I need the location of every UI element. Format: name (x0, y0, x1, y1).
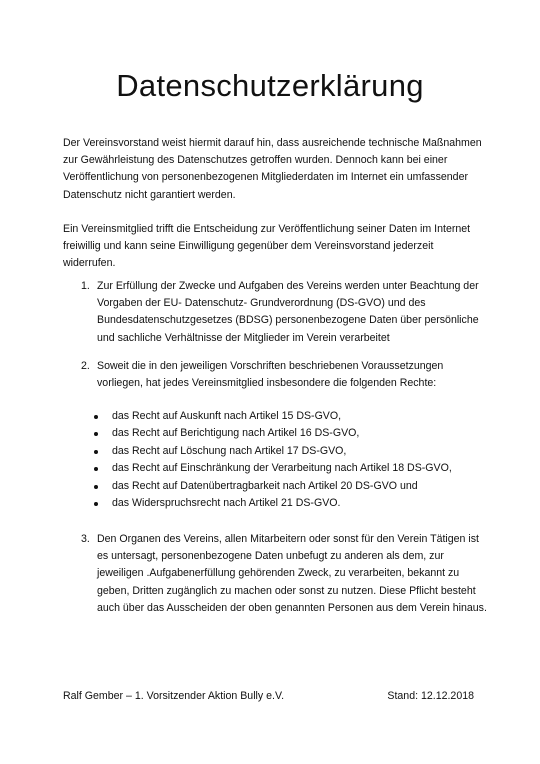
rights-list-item (94, 478, 484, 495)
page-title: Datenschutzerklärung (116, 68, 424, 103)
intro-paragraph-1: Der Vereinsvorstand weist hiermit darauf hin, dass ausreichende technische Maßnahmen zur Gewährleistung des Datenschutzes getroffen wurden. Dennoch kann bei einer Veröffentlichung von personenbezogenen Mitgliederdaten im Internet ein umfassender Datenschutz nicht garantiert werden. (63, 137, 482, 201)
footer-author: Ralf Gember – 1. Vorsitzender Aktion Bully e.V. (63, 690, 285, 702)
footer-date: Stand: 12.12.2018 (387, 690, 474, 702)
bullet-icon (94, 502, 98, 506)
bullet-icon (94, 432, 98, 436)
bullet-icon (94, 415, 98, 419)
bullet-icon (94, 485, 98, 489)
item-text: Den Organen des Vereins, allen Mitarbeitern oder sonst für den Verein Tätigen ist es untersagt, personenbezogene Daten unbefugt zu anderen als dem, zur jeweiligen .Aufgabenerfüllung gehörenden Zweck, zu verarbeiten, bekannt zu geben, Dritten zugänglich zu machen oder sonst zu nutzen. Diese Pflicht besteht auch über das Ausscheiden der oben genannten Personen aus dem Verein hinaus. (97, 533, 487, 614)
right-text: das Recht auf Löschung nach Artikel 17 DS-GVO, (112, 444, 347, 457)
right-text: das Recht auf Einschränkung der Verarbeitung nach Artikel 18 DS-GVO, (112, 462, 452, 475)
item-number: 2. (81, 360, 90, 372)
right-text: das Recht auf Datenübertragbarkeit nach Artikel 20 DS-GVO und (112, 479, 418, 492)
rights-list-item (94, 443, 484, 460)
item-text: Zur Erfüllung der Zwecke und Aufgaben des Vereins werden unter Beachtung der Vorgaben der EU- Datenschutz- Grundverordnung (DS-GVO) und des Bundesdatenschutzgesetzes (BDSG) personenbezogene Daten über persönliche und sachliche Verhältnisse der Mitglieder im Verein verarbeitet (97, 280, 479, 344)
intro-paragraph-2: Ein Vereinsmitglied trifft die Entscheidung zur Veröffentlichung seiner Daten im Internet freiwillig und kann seine Einwilligung gegenüber dem Vereinsvorstand jederzeit widerrufen. (63, 223, 471, 270)
bullet-icon (94, 450, 98, 454)
right-text: das Widerspruchsrecht nach Artikel 21 DS-GVO. (112, 497, 341, 510)
right-text: das Recht auf Auskunft nach Artikel 15 DS-GVO, (112, 410, 342, 422)
rights-list-item (94, 425, 484, 442)
rights-list-item (94, 408, 484, 425)
numbered-item-3 (81, 531, 486, 635)
item-number: 3. (81, 533, 90, 545)
bullet-icon (94, 467, 98, 471)
item-number: 1. (81, 280, 90, 292)
numbered-item-1 (81, 278, 486, 348)
rights-list-item (94, 460, 484, 477)
item-text: Soweit die in den jeweiligen Vorschriften beschriebenen Voraussetzungen vorliegen, hat jedes Vereinsmitglied insbesondere die folgenden Rechte: (97, 360, 444, 390)
numbered-item-2 (81, 358, 486, 394)
rights-list-item (94, 495, 484, 512)
right-text: das Recht auf Berichtigung nach Artikel 16 DS-GVO, (112, 427, 360, 440)
rights-list (94, 408, 484, 512)
